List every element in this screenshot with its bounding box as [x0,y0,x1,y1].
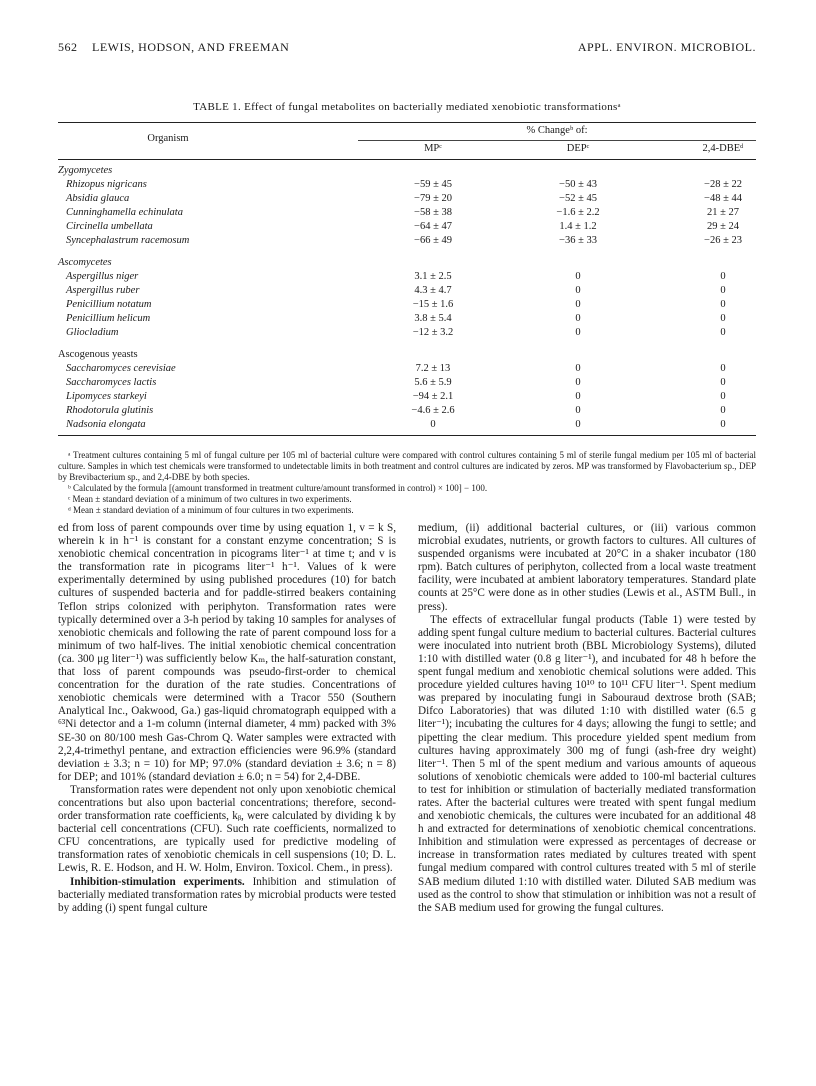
table-row [58,312,756,326]
footnote-d: ᵈ Mean ± standard deviation of a minimum of four cultures in two experiments. [68,505,354,515]
paragraph-text: Inhibition and stimulation of bacterially mediated transformation rates by microbial products were tested by adding (i) spent fungal culture [58,875,396,914]
percent-change-header: % Changeᵇ of: [526,125,588,136]
cell-mp: 7.2 ± 13 [415,363,451,374]
cell-mp: −64 ± 47 [414,221,452,232]
cell-mp: 4.3 ± 4.7 [414,285,452,296]
cell-dep: 0 [575,313,581,324]
table-row [58,270,756,284]
table-body [58,164,756,432]
organism-name: Aspergillus ruber [66,285,140,296]
table-footnotes [58,450,756,516]
organism-name: Saccharomyces cerevisiae [66,363,176,374]
table-row [58,390,756,404]
header-sub-rule [358,140,756,141]
data-table [58,122,756,436]
footnote-c: ᶜ Mean ± standard deviation of a minimum of two cultures in two experiments. [68,494,352,504]
cell-dep: 0 [575,405,581,416]
group-title: Ascomycetes [58,257,112,268]
table-row [58,220,756,234]
cell-dep: −36 ± 33 [559,235,597,246]
column-header-mp: MPᶜ [424,143,442,154]
cell-mp: −79 ± 20 [414,193,452,204]
cell-mp: 3.8 ± 5.4 [414,313,452,324]
table-bottom-rule [58,435,756,436]
table-row [58,298,756,312]
cell-mp: −59 ± 45 [414,179,452,190]
organism-name: Saccharomyces lactis [66,377,157,388]
cell-dbe: 21 ± 27 [706,207,739,218]
cell-mp: 0 [430,419,436,430]
cell-dep: −1.6 ± 2.2 [556,207,600,218]
table-row [58,284,756,298]
organism-name: Cunninghamella echinulata [66,207,183,218]
cell-dbe: 0 [720,377,726,388]
cell-dep: 0 [575,299,581,310]
paragraph: ed from loss of parent compounds over time by using equation 1, v = k S, wherein k in h⁻¹ is constant for a constant enzyme concentration; S is xenobiotic chemical concentration in picograms liter⁻¹ at time t; and v is the transformation rate in picograms liter⁻¹ h⁻¹. Values of k were experimentally determined by using published procedures (10) for batch cultures of suspended bacteria and for paddle-stirred beakers containing Teflon strips colonized with periphyton. Transformation rates were typically determined over a 3-h period by taking 10 samples for analyses of xenobiotic chemicals and following the rate of parent compound loss for a minimum of two half-lives. The initial xenobiotic chemical concentration (ca. 300 μg liter⁻¹) was sufficiently below Kₘ, the half-saturation constant, that loss of parent compounds was pseudo-first-order to chemical concentration for the duration of the rate studies. Concentrations of xenobiotic chemicals were determined with a Tracor 550 (Southern Analytical Inc., Oakwood, Ga.) gas-liquid chromatograph equipped with a ⁶³Ni detector and a 1-m column (internal diameter, 4 mm) packed with 3% SE-30 on 80/100 mesh Gas-Chrom Q. Water samples were extracted with 2,2,4-trimethyl pentane, and extraction efficiencies were 96.9% (standard deviation ± 3.3; n = 10) for MP; 97.0% (standard deviation ± 3.6; n = 8) for DEP; and 101% (standard deviation ± 6.0; n = 54) for 2,4-DBE. [58,522,397,783]
table-header-rule [58,159,756,160]
organism-name: Penicillium notatum [66,299,152,310]
cell-dbe: 0 [720,363,726,374]
cell-dbe: 0 [720,313,726,324]
table-row [58,178,756,192]
cell-dbe: 0 [720,419,726,430]
cell-dep: 0 [575,327,581,338]
table-row [58,234,756,248]
table-column-header [58,123,756,159]
table-row [58,376,756,390]
organism-name: Syncephalastrum racemosum [66,235,190,246]
cell-mp: −66 ± 49 [414,235,452,246]
footnote-a: ᵃ Treatment cultures containing 5 ml of fungal culture per 105 ml of bacterial culture were compared with control cultures containing 5 ml of sterile fungal medium per 105 ml of bacterial culture. Samples in which test chemicals were transformed to undetectable limits in both treatment and control cultures are indicated by zeros. MP was transformed by Flavobacterium sp., DEP by Brevibacterium sp., and 2,4-DBE by both species. [58,450,756,482]
table-row [58,418,756,432]
cell-mp: −58 ± 38 [414,207,452,218]
cell-dep: 0 [575,377,581,388]
organism-name: Absidia glauca [66,193,130,204]
paragraph: medium, (ii) additional bacterial cultures, or (iii) various common microbial exudates, nutrients, or growth factors to cultures. All cultures of suspended organisms were incubated at 20°C in a shaker incubator (180 rpm). Batch cultures of periphyton, collected from a local waste treatment facility, were incubated at ambient laboratory temperatures. Standard plate counts at 25°C were done as in other studies (Lewis et al., ASTM Bull., in press). [418,522,756,613]
table-group [58,164,756,248]
organism-name: Nadsonia elongata [66,419,146,430]
cell-dbe: −28 ± 22 [704,179,742,190]
left-column [58,522,396,915]
table-group [58,256,756,340]
organism-name: Rhizopus nigricans [66,179,147,190]
table-caption: TABLE 1. Effect of fungal metabolites on bacterially mediated xenobiotic transformationsᵃ [193,101,621,113]
cell-mp: −12 ± 3.2 [412,327,454,338]
organism-name: Rhodotorula glutinis [66,405,154,416]
cell-dep: 0 [575,285,581,296]
paragraph [58,876,396,915]
table-row [58,326,756,340]
table-row [58,362,756,376]
cell-dep: 0 [575,391,581,402]
journal-name: APPL. ENVIRON. MICROBIOL. [577,40,756,54]
organism-name: Gliocladium [66,327,119,338]
cell-mp: −94 ± 2.1 [412,391,454,402]
cell-dbe: −26 ± 23 [704,235,742,246]
running-authors: LEWIS, HODSON, AND FREEMAN [92,40,290,54]
organism-column-header: Organism [147,133,189,144]
cell-mp: 5.6 ± 5.9 [414,377,452,388]
right-column [418,522,756,915]
organism-name: Penicillium helicum [66,313,151,324]
cell-dbe: 0 [720,391,726,402]
cell-mp: −15 ± 1.6 [412,299,454,310]
column-header-dep: DEPᶜ [566,143,590,154]
cell-dbe: 29 ± 24 [706,221,739,232]
cell-mp: −4.6 ± 2.6 [411,405,455,416]
table-row [58,206,756,220]
organism-name: Lipomyces starkeyi [66,391,147,402]
cell-dep: 1.4 ± 1.2 [559,221,597,232]
group-title: Zygomycetes [58,165,113,176]
section-heading: Inhibition-stimulation experiments. [70,875,245,888]
organism-name: Aspergillus niger [66,271,139,282]
organism-name: Circinella umbellata [66,221,153,232]
cell-dep: 0 [575,419,581,430]
paragraph: The effects of extracellular fungal products (Table 1) were tested by adding spent fungal culture medium to bacterial cultures. Bacterial cultures were inoculated into nutrient broth (BBL Microbiology Systems), diluted 1:10 with distilled water (0.8 g liter⁻¹), and incubated for 48 h before the spent fungal medium and xenobiotic chemical solutions were added. This procedure yielded cultures having 10¹⁰ to 10¹¹ CFU liter⁻¹. Spent medium was prepared by inoculating fungi in Sabouraud dextrose broth (SAB; Difco Laboratories) that was diluted 1:10 with distilled water (6.5 g liter⁻¹); incubating the cultures for 4 days; allowing the fungi to settle; and pipetting the clear medium. This procedure yielded spent medium from cultures having approximately 300 mg of fungi (ash-free dry weight) liter⁻¹. Then 5 ml of the spent medium and various amounts of aqueous solutions of xenobiotic chemicals were added to 100-ml bacterial cultures to test for inhibition or stimulation of bacterially mediated transformation rates. After the bacterial cultures were treated with spent fungal medium and xenobiotic chemicals, the cultures were incubated for an additional 48 h and extracted for determinations of xenobiotic chemical concentrations. Inhibition and stimulation were expressed as percentages of decrease or increase in transformation rates mediated by cultures treated with spent fungal medium compared with control cultures treated with 5 ml of sterile SAB medium diluted 1:10 with distilled water. Diluted SAB medium was used as the control to show that stimulation or inhibition was not a result of the SAB medium used for growing the fungal cultures. [418,613,756,914]
cell-dbe: −48 ± 44 [704,193,742,204]
table-group [58,348,756,432]
cell-dbe: 0 [720,299,726,310]
cell-mp: 3.1 ± 2.5 [414,271,452,282]
cell-dbe: 0 [720,285,726,296]
paragraph: Transformation rates were dependent not only upon xenobiotic chemical concentrations but also upon bacterial concentrations; therefore, second-order transformation rate coefficients, kᵦ, were calculated by dividing k by bacterial cell concentrations (CFU). Such rate coefficients, normalized to CFU concentrations, are typically used for predictive modeling of transformation rates of xenobiotic chemicals in cell suspensions (10; D. L. Lewis, R. E. Hodson, and H. W. Holm, Environ. Toxicol. Chem., in press). [58,783,396,875]
cell-dep: −50 ± 43 [559,179,597,190]
table-row [58,404,756,418]
cell-dbe: 0 [720,271,726,282]
cell-dbe: 0 [720,405,726,416]
cell-dep: 0 [575,363,581,374]
page-number: 562 [58,40,78,54]
table-row [58,192,756,206]
cell-dep: −52 ± 45 [559,193,597,204]
running-header [58,40,756,58]
cell-dbe: 0 [720,327,726,338]
group-title: Ascogenous yeasts [58,349,138,360]
footnote-b: ᵇ Calculated by the formula [(amount transformed in treatment culture/amount transformed in control) × 100] − 100. [68,483,488,493]
column-header-dbe: 2,4-DBEᵈ [702,143,744,154]
cell-dep: 0 [575,271,581,282]
